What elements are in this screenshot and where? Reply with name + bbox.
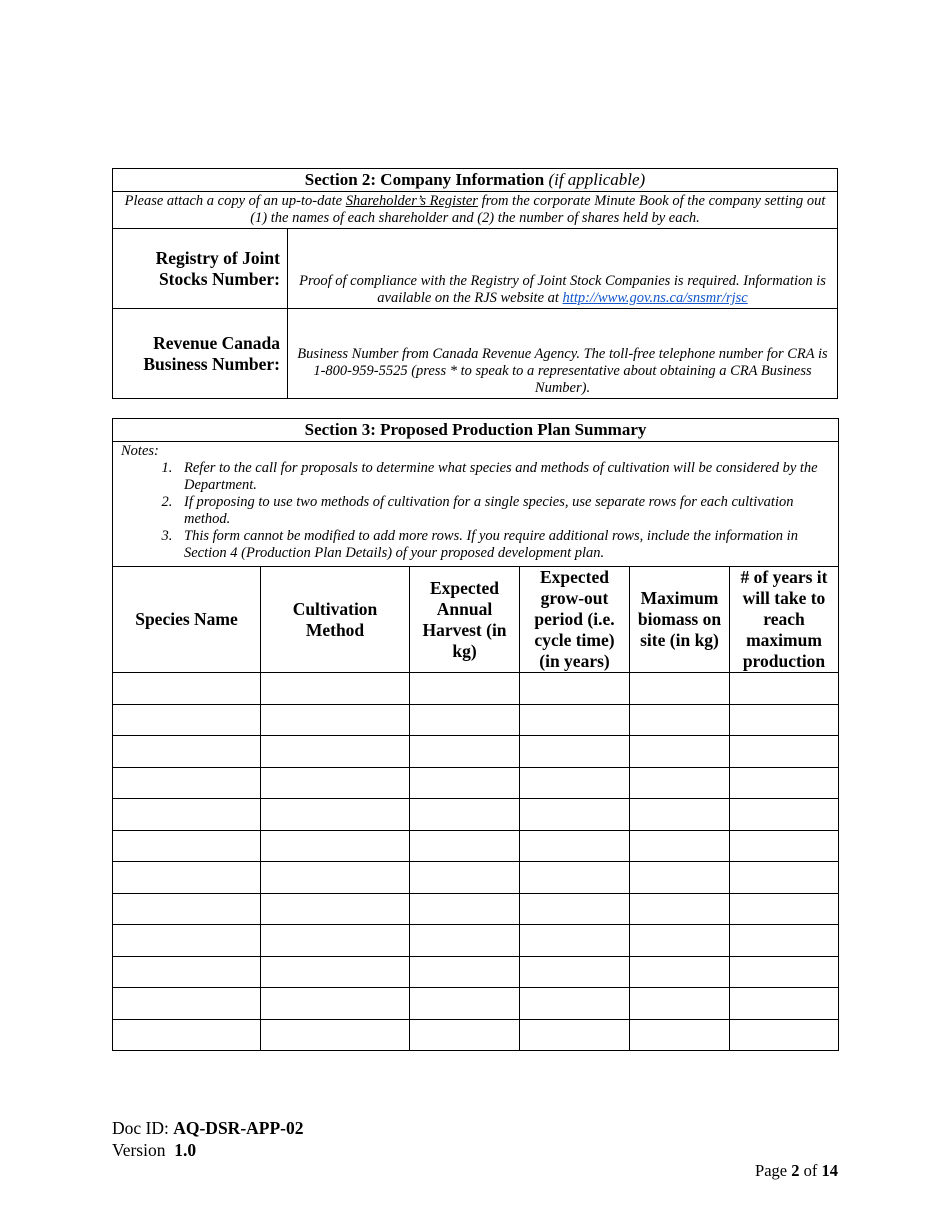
entry-cell[interactable] [261, 988, 410, 1020]
table-row [113, 925, 839, 957]
doc-id-value: AQ-DSR-APP-02 [173, 1118, 304, 1138]
business-number-field[interactable] [288, 309, 838, 399]
column-header-years-to-max: # of years it will take to reach maximum production [730, 567, 839, 673]
entry-cell[interactable] [520, 893, 630, 925]
section2-title-suffix: (if applicable) [548, 170, 646, 189]
entry-cell[interactable] [113, 799, 261, 831]
entry-cell[interactable] [261, 799, 410, 831]
entry-cell[interactable] [520, 673, 630, 705]
entry-cell[interactable] [261, 1019, 410, 1051]
entry-cell[interactable] [410, 956, 520, 988]
entry-cell[interactable] [261, 736, 410, 768]
entry-cell[interactable] [113, 767, 261, 799]
entry-cell[interactable] [113, 1019, 261, 1051]
intro-text-before: Please attach a copy of an up-to-date [124, 193, 346, 209]
entry-cell[interactable] [630, 767, 730, 799]
version-line [112, 1140, 196, 1161]
section2-title [113, 169, 838, 192]
table-row [113, 736, 839, 768]
entry-cell[interactable] [261, 862, 410, 894]
rjs-number-field[interactable] [288, 229, 838, 309]
table-row [113, 799, 839, 831]
version-value: 1.0 [174, 1140, 197, 1160]
column-header-species-name: Species Name [113, 567, 261, 673]
page-total: 14 [821, 1161, 838, 1180]
table-row [113, 830, 839, 862]
entry-cell[interactable] [730, 736, 839, 768]
entry-cell[interactable] [630, 704, 730, 736]
entry-cell[interactable] [261, 830, 410, 862]
entry-cell[interactable] [113, 830, 261, 862]
column-header-annual-harvest: Expected Annual Harvest (in kg) [410, 567, 520, 673]
entry-cell[interactable] [730, 988, 839, 1020]
entry-cell[interactable] [261, 956, 410, 988]
page-current: 2 [791, 1161, 800, 1180]
business-number-description: Business Number from Canada Revenue Agency. The toll-free telephone number for CRA is 1-800-959-5525 (press * to speak to a representative about obtaining a CRA Business Number). [297, 346, 828, 396]
page-label: Page [755, 1161, 792, 1180]
entry-cell[interactable] [630, 673, 730, 705]
table-row [113, 704, 839, 736]
version-label: Version [112, 1140, 175, 1160]
entry-cell[interactable] [410, 673, 520, 705]
section2-title-text: Section 2: Company Information [304, 170, 545, 189]
business-label-line1: Revenue Canada [153, 332, 280, 353]
entry-cell[interactable] [730, 862, 839, 894]
business-number-label [113, 309, 288, 399]
table-row [113, 862, 839, 894]
entry-cell[interactable] [630, 893, 730, 925]
entry-cell[interactable] [730, 1019, 839, 1051]
rjs-description: Proof of compliance with the Registry of Joint Stock Companies is required. Information is available on the RJS website at [299, 273, 826, 306]
entry-cell[interactable] [520, 704, 630, 736]
entry-cell[interactable] [630, 925, 730, 957]
page-number [755, 1161, 838, 1181]
entry-cell[interactable] [630, 956, 730, 988]
table-row [113, 767, 839, 799]
company-information-table [112, 168, 838, 399]
entry-cell[interactable] [261, 893, 410, 925]
entry-cell[interactable] [730, 956, 839, 988]
table-row [113, 1019, 839, 1051]
rjs-label-line2: Stocks Number: [158, 268, 280, 289]
entry-cell[interactable] [410, 736, 520, 768]
entry-cell[interactable] [630, 988, 730, 1020]
column-header-grow-out-period: Expected grow-out period (i.e. cycle time) (in years) [520, 567, 630, 673]
entry-cell[interactable] [520, 767, 630, 799]
section3-title: Section 3: Proposed Production Plan Summary [113, 419, 839, 442]
entry-cell[interactable] [113, 956, 261, 988]
entry-cell[interactable] [730, 925, 839, 957]
entry-cell[interactable] [630, 736, 730, 768]
entry-cell[interactable] [410, 830, 520, 862]
section3-notes [113, 442, 839, 567]
rjs-number-label [113, 229, 288, 309]
entry-cell[interactable] [410, 704, 520, 736]
entry-cell[interactable] [410, 767, 520, 799]
entry-cell[interactable] [410, 893, 520, 925]
entry-cell[interactable] [630, 830, 730, 862]
entry-cell[interactable] [730, 767, 839, 799]
entry-cell[interactable] [113, 673, 261, 705]
table-row [113, 956, 839, 988]
note-item: 3. This form cannot be modified to add more rows. If you require additional rows, include the information in Section 4 (Production Plan Details) of your proposed development plan. [176, 528, 832, 562]
table-row [113, 893, 839, 925]
doc-id-line [112, 1118, 304, 1139]
entry-cell[interactable] [113, 704, 261, 736]
entry-cell[interactable] [630, 1019, 730, 1051]
entry-cell[interactable] [410, 925, 520, 957]
table-row [113, 673, 839, 705]
entry-cell[interactable] [113, 862, 261, 894]
entry-cell[interactable] [730, 893, 839, 925]
entry-cell[interactable] [113, 893, 261, 925]
entry-cell[interactable] [520, 1019, 630, 1051]
entry-cell[interactable] [730, 799, 839, 831]
entry-cell[interactable] [520, 799, 630, 831]
notes-label: Notes: [121, 443, 159, 459]
entry-cell[interactable] [261, 767, 410, 799]
entry-cell[interactable] [261, 925, 410, 957]
entry-cell[interactable] [410, 862, 520, 894]
entry-cell[interactable] [520, 862, 630, 894]
rjs-label-line1: Registry of Joint [155, 247, 280, 268]
entry-cell[interactable] [410, 799, 520, 831]
entry-cell[interactable] [730, 704, 839, 736]
entry-cell[interactable] [520, 988, 630, 1020]
entry-cell[interactable] [520, 956, 630, 988]
column-header-cultivation-method: Cultivation Method [261, 567, 410, 673]
entry-cell[interactable] [730, 673, 839, 705]
note-item: 2. If proposing to use two methods of cultivation for a single species, use separate rows for each cultivation method. [176, 494, 832, 528]
entry-cell[interactable] [410, 988, 520, 1020]
intro-text-after: from the corporate Minute Book of the company setting out (1) the names of each shareholder and (2) the number of shares held by each. [250, 193, 826, 226]
column-header-max-biomass: Maximum biomass on site (in kg) [630, 567, 730, 673]
entry-cell[interactable] [520, 830, 630, 862]
table-row [113, 988, 839, 1020]
entry-cell[interactable] [630, 799, 730, 831]
production-plan-table [112, 418, 839, 1051]
entry-cell[interactable] [113, 988, 261, 1020]
entry-cell[interactable] [730, 830, 839, 862]
entry-cell[interactable] [520, 925, 630, 957]
rjs-website-link[interactable]: http://www.gov.ns.ca/snsmr/rjsc [562, 290, 748, 306]
entry-cell[interactable] [630, 862, 730, 894]
doc-id-label: Doc ID: [112, 1118, 174, 1138]
section2-intro [113, 192, 838, 229]
business-label-line2: Business Number: [143, 353, 280, 374]
note-item: 1. Refer to the call for proposals to determine what species and methods of cultivation will be considered by the Department. [176, 460, 832, 494]
plan-rows [113, 673, 839, 1051]
shareholders-register-text: Shareholder’s Register [345, 193, 478, 209]
entry-cell[interactable] [520, 736, 630, 768]
entry-cell[interactable] [113, 925, 261, 957]
entry-cell[interactable] [261, 673, 410, 705]
entry-cell[interactable] [410, 1019, 520, 1051]
entry-cell[interactable] [113, 736, 261, 768]
entry-cell[interactable] [261, 704, 410, 736]
page-of-label: of [799, 1161, 822, 1180]
